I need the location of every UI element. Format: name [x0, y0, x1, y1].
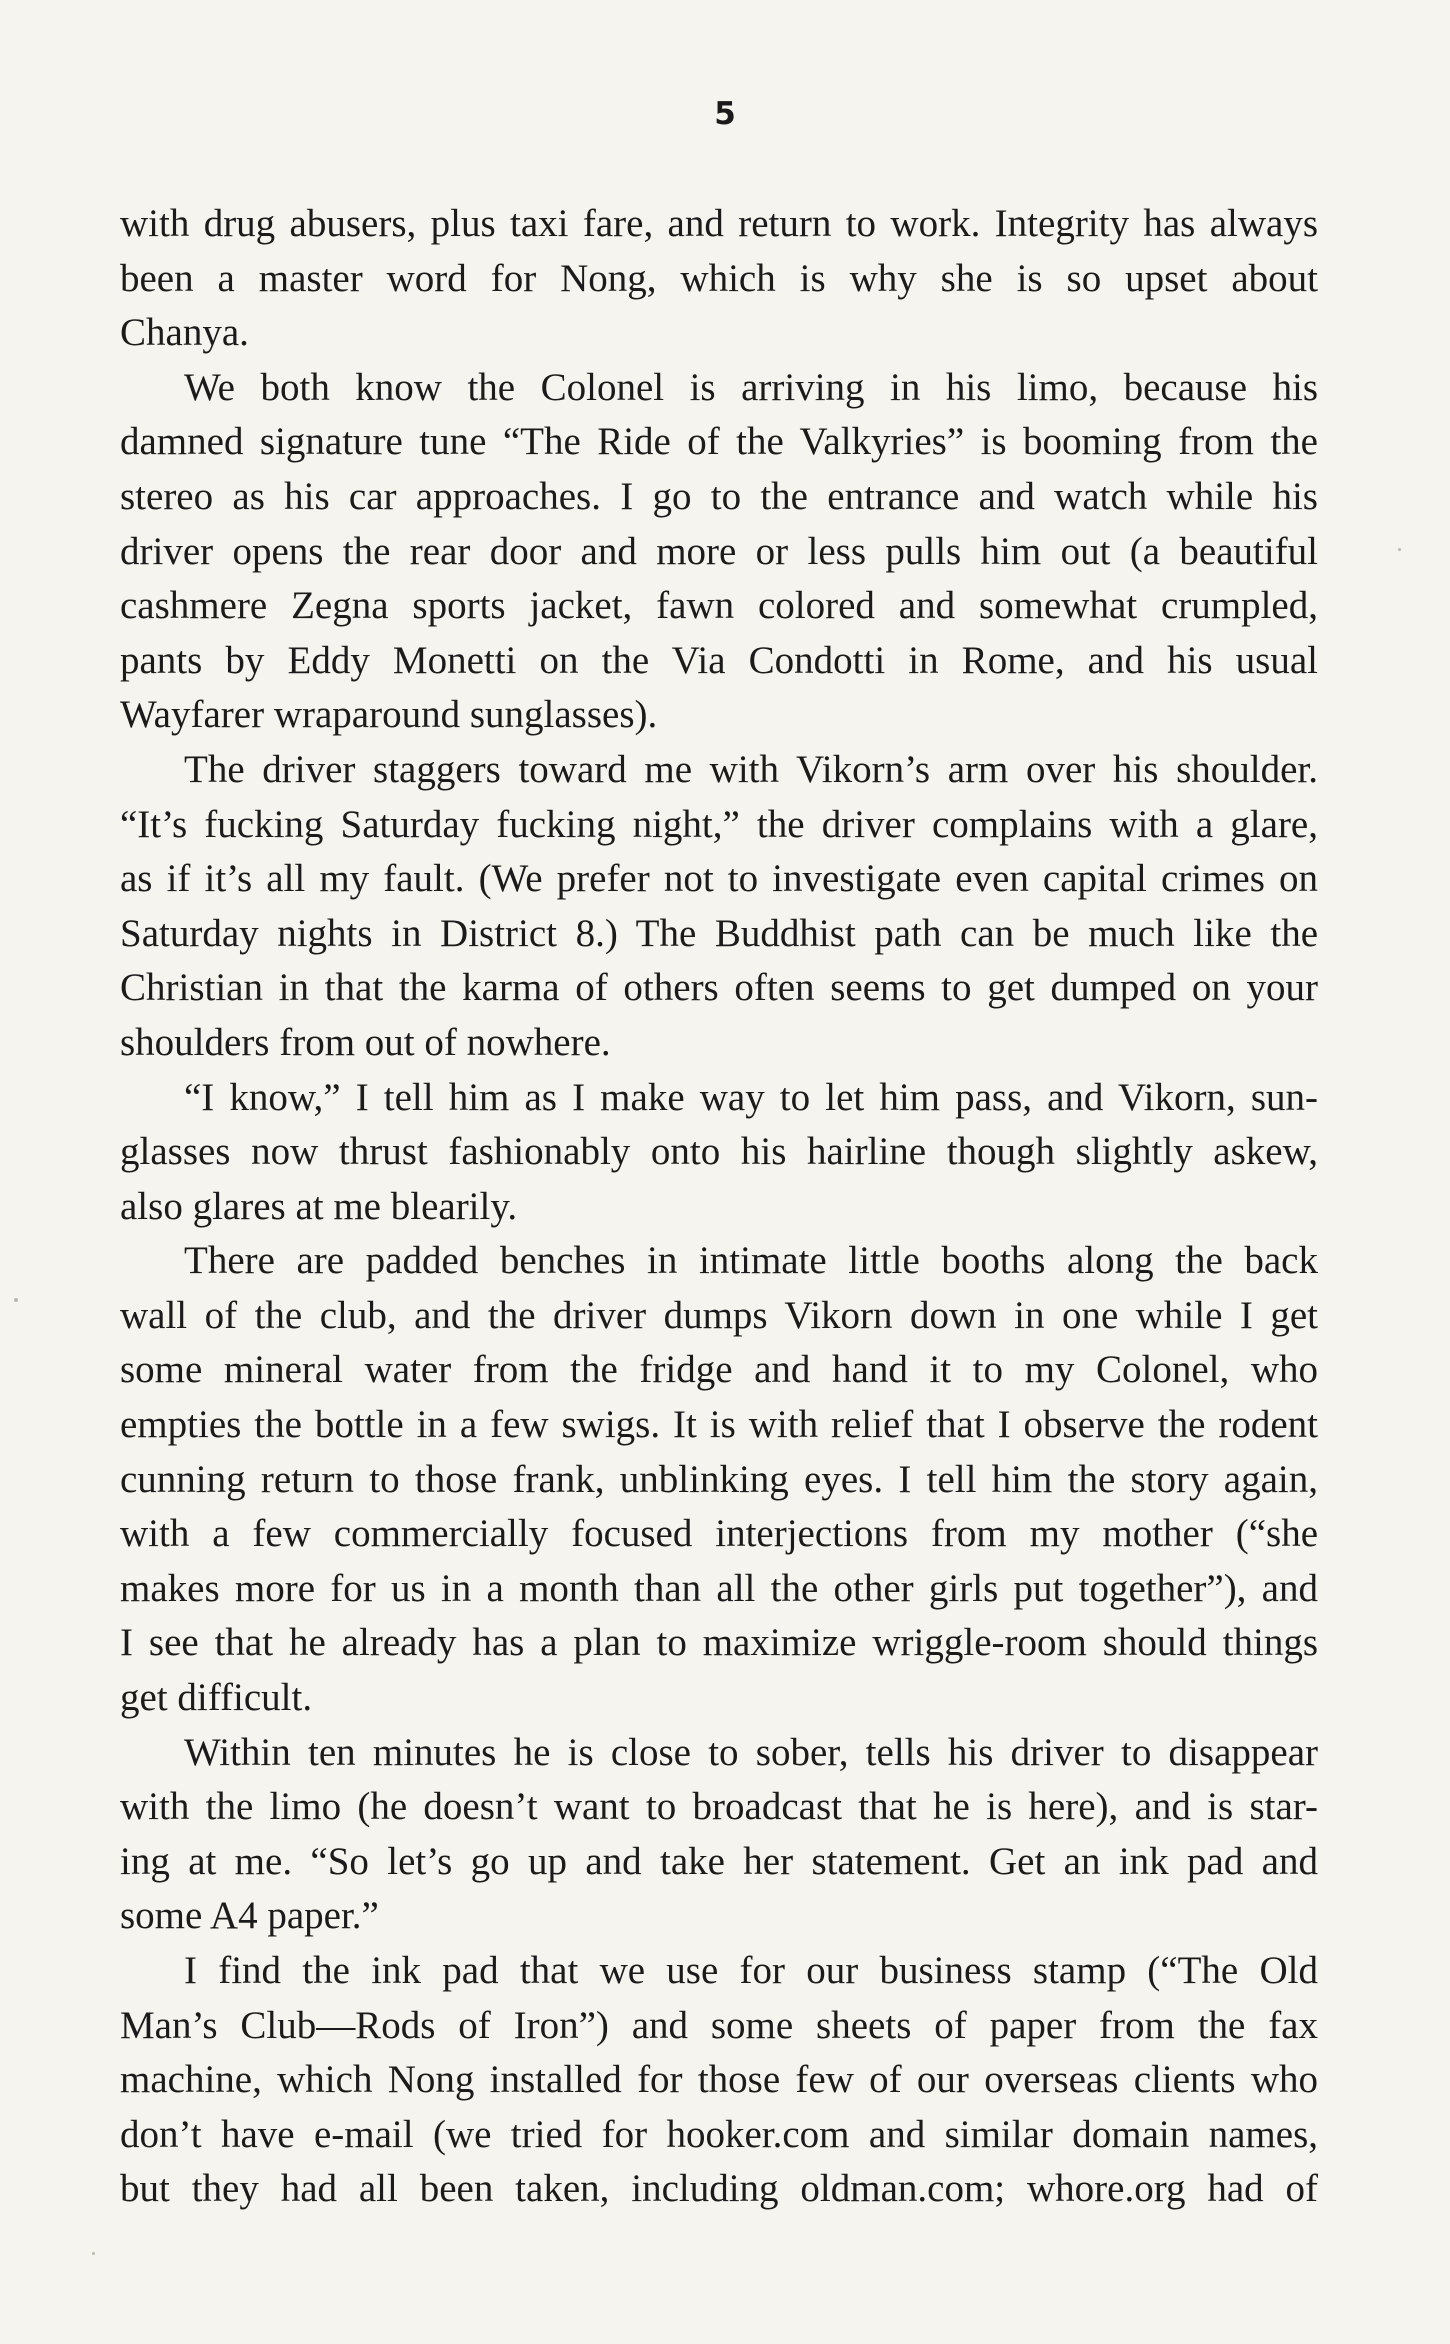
- text-line: makes more for us in a month than all the other girls put together”), and: [120, 1566, 1318, 1610]
- text-line: Man’s Club—Rods of Iron”) and some sheets of paper from the fax: [120, 2003, 1318, 2047]
- text-line: pants by Eddy Monetti on the Via Condotti in Rome, and his usual: [120, 638, 1318, 682]
- text-line: damned signature tune “The Ride of the Valkyries” is booming from the: [120, 420, 1318, 464]
- text-line: glasses now thrust fashionably onto his hairline though slightly askew,: [120, 1130, 1318, 1174]
- text-line: driver opens the rear door and more or less pulls him out (a beautiful: [120, 529, 1318, 573]
- text-line: I see that he already has a plan to maximize wriggle-room should things: [120, 1621, 1318, 1665]
- paper-speck: [92, 2252, 95, 2255]
- text-line: stereo as his car approaches. I go to the entrance and watch while his: [120, 474, 1318, 518]
- text-line: There are padded benches in intimate little booths along the back: [184, 1239, 1318, 1283]
- text-line: as if it’s all my fault. (We prefer not to investigate even capital crimes on: [120, 857, 1318, 901]
- text-line: ing at me. “So let’s go up and take her statement. Get an ink pad and: [120, 1839, 1318, 1883]
- text-line: empties the bottle in a few swigs. It is with relief that I observe the rodent: [120, 1403, 1318, 1447]
- text-line: with drug abusers, plus taxi fare, and return to work. Integrity has always: [120, 202, 1318, 245]
- text-line: shoulders from out of nowhere.: [120, 1020, 611, 1064]
- body-text: [120, 197, 1318, 2217]
- text-line: Within ten minutes he is close to sober, tells his driver to disappear: [184, 1730, 1318, 1774]
- text-line: Wayfarer wraparound sunglasses).: [120, 693, 658, 737]
- text-line: don’t have e-mail (we tried for hooker.com and similar domain names,: [120, 2112, 1318, 2156]
- text-line: get difficult.: [120, 1676, 313, 1720]
- text-line: cunning return to those frank, unblinking eyes. I tell him the story again,: [120, 1457, 1318, 1501]
- text-line: “I know,” I tell him as I make way to let him pass, and Vikorn, sun-: [184, 1075, 1318, 1119]
- text-line: Saturday nights in District 8.) The Buddhist path can be much like the: [120, 911, 1318, 955]
- paper-speck: [14, 1298, 18, 1302]
- text-line: The driver staggers toward me with Vikorn’s arm over his shoulder.: [184, 747, 1318, 791]
- text-line: “It’s fucking Saturday fucking night,” the driver complains with a glare,: [120, 802, 1318, 846]
- text-line: Christian in that the karma of others often seems to get dumped on your: [120, 966, 1318, 1010]
- text-line: We both know the Colonel is arriving in his limo, because his: [184, 365, 1318, 409]
- text-line: machine, which Nong installed for those few of our overseas clients who: [120, 2058, 1318, 2102]
- text-line: Chanya.: [120, 311, 249, 355]
- text-line: wall of the club, and the driver dumps Vikorn down in one while I get: [120, 1293, 1318, 1337]
- paper-speck: [1398, 548, 1401, 551]
- text-line: but they had all been taken, including oldman.com; whore.org had of: [120, 2167, 1318, 2211]
- text-line: I find the ink pad that we use for our business stamp (“The Old: [184, 1949, 1318, 1992]
- text-line: some mineral water from the fridge and hand it to my Colonel, who: [120, 1348, 1318, 1392]
- text-line: with the limo (he doesn’t want to broadcast that he is here), and is star-: [120, 1785, 1318, 1829]
- text-line: been a master word for Nong, which is why she is so upset about: [120, 256, 1318, 300]
- text-line: also glares at me blearily.: [120, 1184, 518, 1228]
- text-line: with a few commercially focused interjections from my mother (“she: [120, 1512, 1318, 1556]
- page-number: 5: [714, 96, 736, 132]
- text-line: some A4 paper.”: [120, 1894, 379, 1938]
- text-line: cashmere Zegna sports jacket, fawn colored and somewhat crumpled,: [120, 584, 1318, 628]
